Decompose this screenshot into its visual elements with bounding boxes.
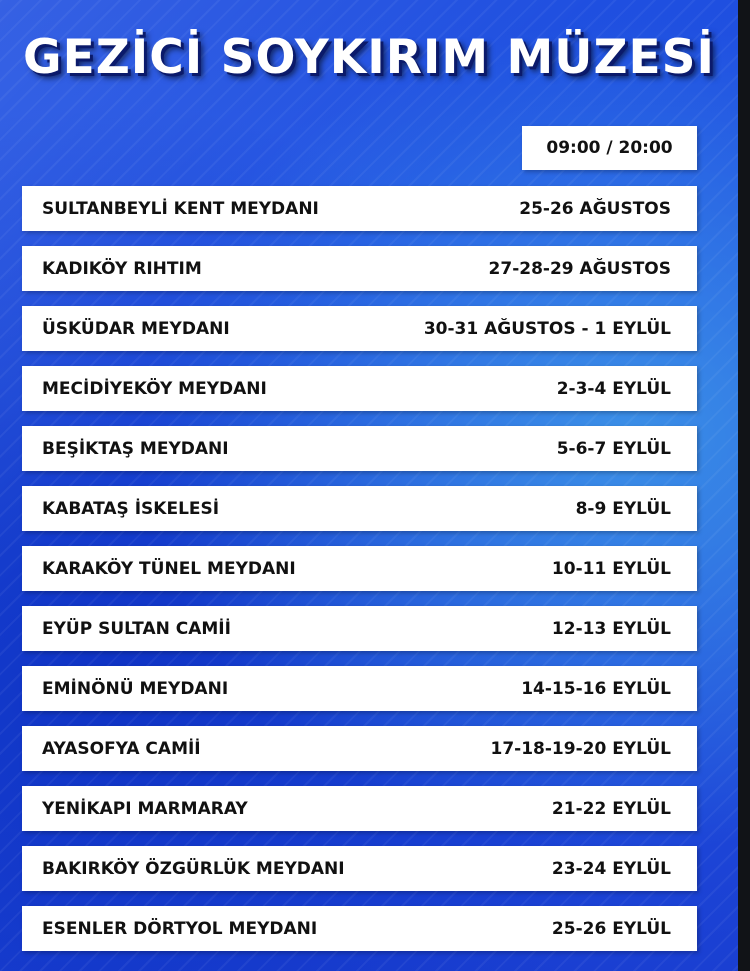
poster-title: GEZİCİ SOYKIRIM MÜZESİ — [23, 30, 715, 85]
event-dates: 12-13 EYLÜL — [551, 618, 671, 639]
event-dates: 21-22 EYLÜL — [551, 798, 671, 819]
event-dates: 25-26 AĞUSTOS — [519, 198, 671, 219]
event-dates: 14-15-16 EYLÜL — [521, 678, 671, 699]
schedule-row — [22, 786, 697, 831]
schedule-row — [22, 486, 697, 531]
location-name: MECİDİYEKÖY MEYDANI — [42, 378, 267, 399]
event-dates: 27-28-29 AĞUSTOS — [488, 258, 671, 279]
event-dates: 2-3-4 EYLÜL — [556, 378, 671, 399]
event-dates: 10-11 EYLÜL — [551, 558, 671, 579]
event-dates: 25-26 EYLÜL — [551, 918, 671, 939]
schedule-row — [22, 306, 697, 351]
location-name: EMİNÖNÜ MEYDANI — [42, 678, 229, 699]
location-name: EYÜP SULTAN CAMİİ — [42, 618, 231, 639]
event-dates: 30-31 AĞUSTOS - 1 EYLÜL — [423, 318, 671, 339]
opening-hours: 09:00 / 20:00 — [546, 138, 673, 158]
schedule-list — [22, 186, 697, 966]
location-name: KADIKÖY RIHTIM — [42, 258, 202, 279]
schedule-row — [22, 546, 697, 591]
location-name: BAKIRKÖY ÖZGÜRLÜK MEYDANI — [42, 858, 345, 879]
location-name: SULTANBEYLİ KENT MEYDANI — [42, 198, 319, 219]
right-edge-bar — [738, 0, 750, 971]
event-dates: 23-24 EYLÜL — [551, 858, 671, 879]
location-name: ÜSKÜDAR MEYDANI — [42, 318, 230, 339]
schedule-row — [22, 426, 697, 471]
schedule-row — [22, 726, 697, 771]
location-name: AYASOFYA CAMİİ — [42, 738, 201, 759]
event-dates: 17-18-19-20 EYLÜL — [490, 738, 671, 759]
opening-hours-box — [522, 126, 697, 170]
schedule-row — [22, 666, 697, 711]
location-name: KARAKÖY TÜNEL MEYDANI — [42, 558, 296, 579]
location-name: KABATAŞ İSKELESİ — [42, 498, 220, 519]
schedule-row — [22, 906, 697, 951]
schedule-row — [22, 246, 697, 291]
schedule-row — [22, 186, 697, 231]
event-dates: 5-6-7 EYLÜL — [556, 438, 671, 459]
schedule-row — [22, 366, 697, 411]
location-name: BEŞİKTAŞ MEYDANI — [42, 438, 229, 459]
schedule-row — [22, 846, 697, 891]
event-dates: 8-9 EYLÜL — [575, 498, 671, 519]
location-name: ESENLER DÖRTYOL MEYDANI — [42, 918, 318, 939]
schedule-row — [22, 606, 697, 651]
location-name: YENİKAPI MARMARAY — [42, 798, 248, 819]
